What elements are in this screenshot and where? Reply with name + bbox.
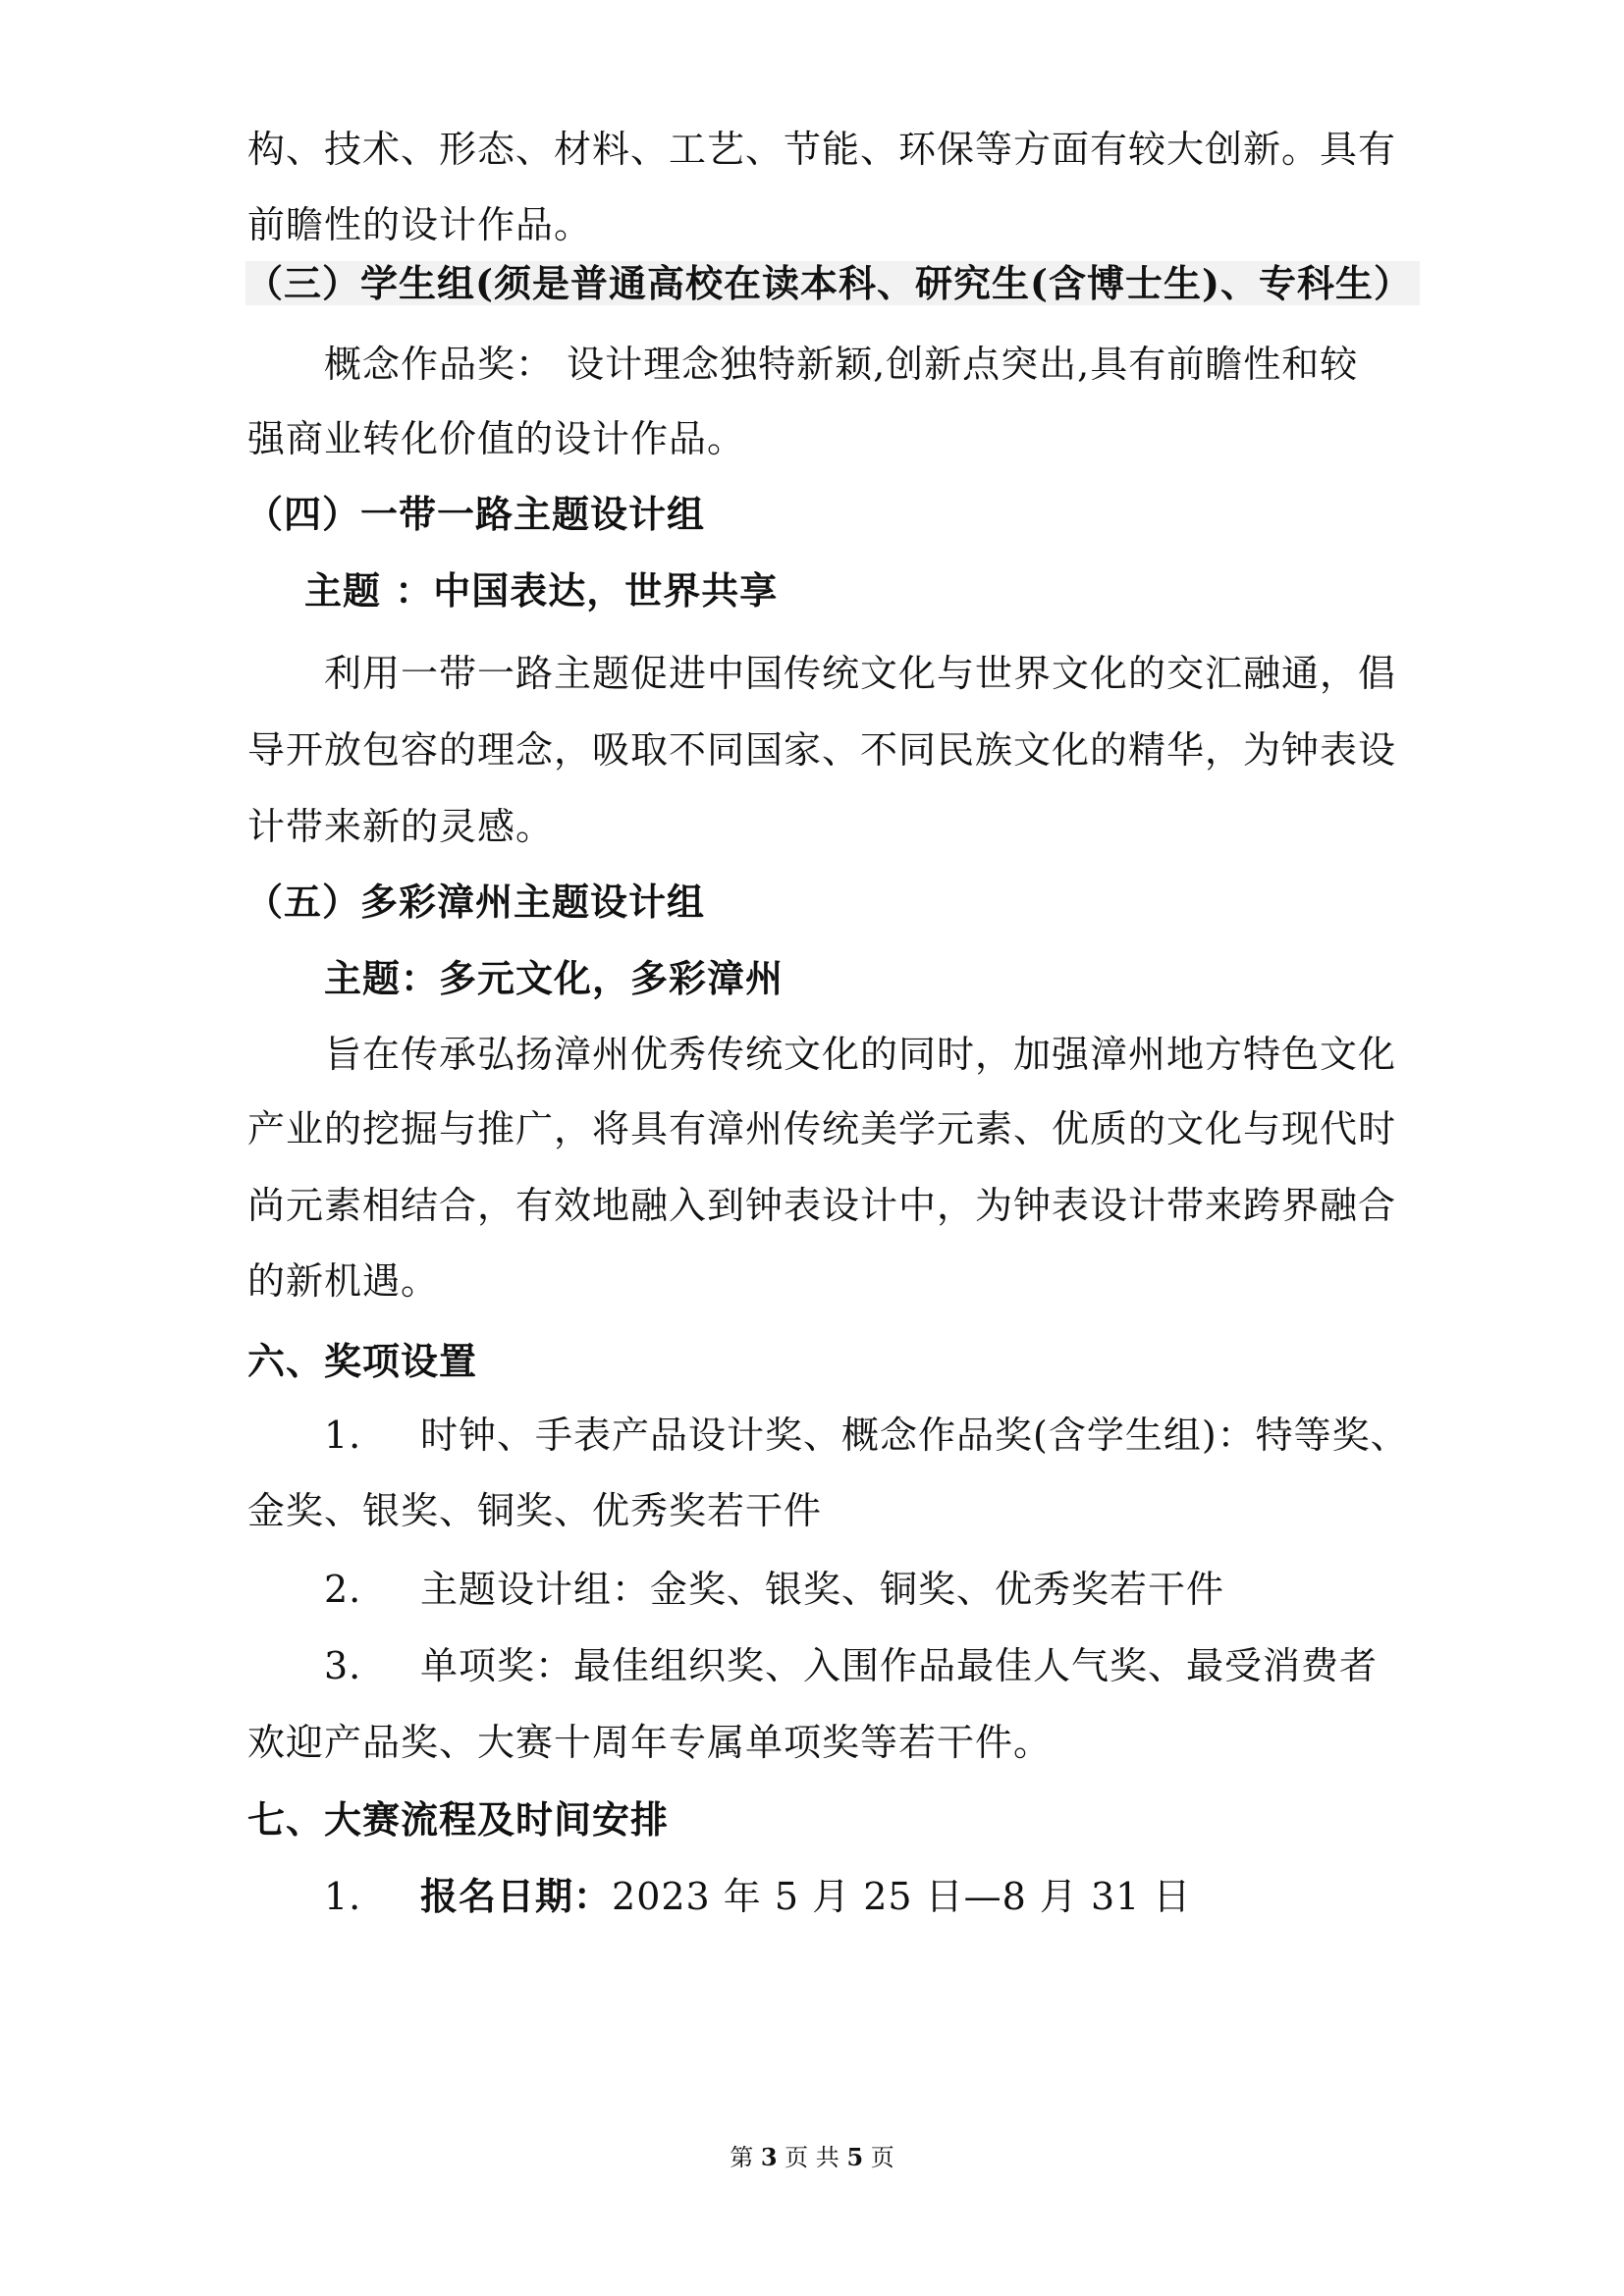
paragraph-line: 金奖、银奖、铜奖、优秀奖若干件: [247, 1489, 823, 1532]
list-number: 1.: [324, 1414, 362, 1457]
list-item: [324, 1566, 1224, 1613]
section-heading-belt-road: （四）一带一路主题设计组: [245, 492, 706, 536]
list-label: 报名日期：: [420, 1874, 613, 1918]
paragraph-line: 利用一带一路主题促进中国传统文化与世界文化的交汇融通，倡: [324, 652, 1397, 695]
paragraph-line: 的新机遇。: [247, 1259, 440, 1303]
footer-middle: 页 共: [785, 2144, 839, 2171]
paragraph-line: 计带来新的灵感。: [247, 805, 555, 848]
paragraph-line: 欢迎产品奖、大赛十周年专属单项奖等若干件。: [247, 1721, 1053, 1764]
list-text: 2023 年 5 月 25 日—8 月 31 日: [612, 1875, 1192, 1918]
list-item: [324, 1642, 1378, 1689]
section-heading-student-group: [245, 260, 1420, 307]
paragraph-line: 产业的挖掘与推广，将具有漳州传统美学元素、优质的文化与现代时: [247, 1107, 1397, 1150]
list-text: 时钟、手表产品设计奖、概念作品奖(含学生组)：特等奖、: [420, 1414, 1409, 1457]
footer-total-pages: 5: [846, 2143, 864, 2171]
list-item: [324, 1412, 1409, 1459]
list-number: 1.: [324, 1875, 362, 1918]
heading-text: （三）学生组(须是普通高校在读本科、研究生(含博士生)、专科生）: [245, 261, 1420, 305]
paragraph-line: 强商业转化价值的设计作品。: [247, 417, 746, 460]
theme-line: 主题 ：中国表达，世界共享: [304, 568, 779, 613]
list-item: [324, 1873, 1191, 1920]
paragraph-line: 导开放包容的理念，吸取不同国家、不同民族文化的精华，为钟表设: [247, 728, 1397, 772]
section-heading-awards: 六、奖项设置: [247, 1339, 478, 1383]
section-heading-schedule: 七、大赛流程及时间安排: [247, 1797, 670, 1842]
paragraph-line: 前瞻性的设计作品。: [247, 203, 593, 246]
paragraph-line: 构、技术、形态、材料、工艺、节能、环保等方面有较大创新。具有: [247, 128, 1397, 171]
list-text: 单项奖：最佳组织奖、入围作品最佳人气奖、最受消费者: [420, 1644, 1379, 1687]
theme-line: 主题：多元文化，多彩漳州: [324, 956, 785, 1000]
list-text: 主题设计组：金奖、银奖、铜奖、优秀奖若干件: [420, 1568, 1225, 1611]
paragraph-line: 尚元素相结合，有效地融入到钟表设计中，为钟表设计带来跨界融合: [247, 1184, 1397, 1227]
list-number: 2.: [324, 1568, 362, 1611]
paragraph-line: 旨在传承弘扬漳州优秀传统文化的同时，加强漳州地方特色文化: [324, 1033, 1397, 1076]
page-footer: [0, 2143, 1624, 2172]
footer-prefix: 第: [730, 2144, 754, 2171]
footer-suffix: 页: [870, 2144, 894, 2171]
paragraph-line: 概念作品奖： 设计理念独特新颖,创新点突出,具有前瞻性和较: [324, 343, 1359, 386]
section-heading-zhangzhou: （五）多彩漳州主题设计组: [245, 880, 706, 924]
footer-page-number: 3: [760, 2143, 778, 2171]
list-number: 3.: [324, 1644, 362, 1687]
